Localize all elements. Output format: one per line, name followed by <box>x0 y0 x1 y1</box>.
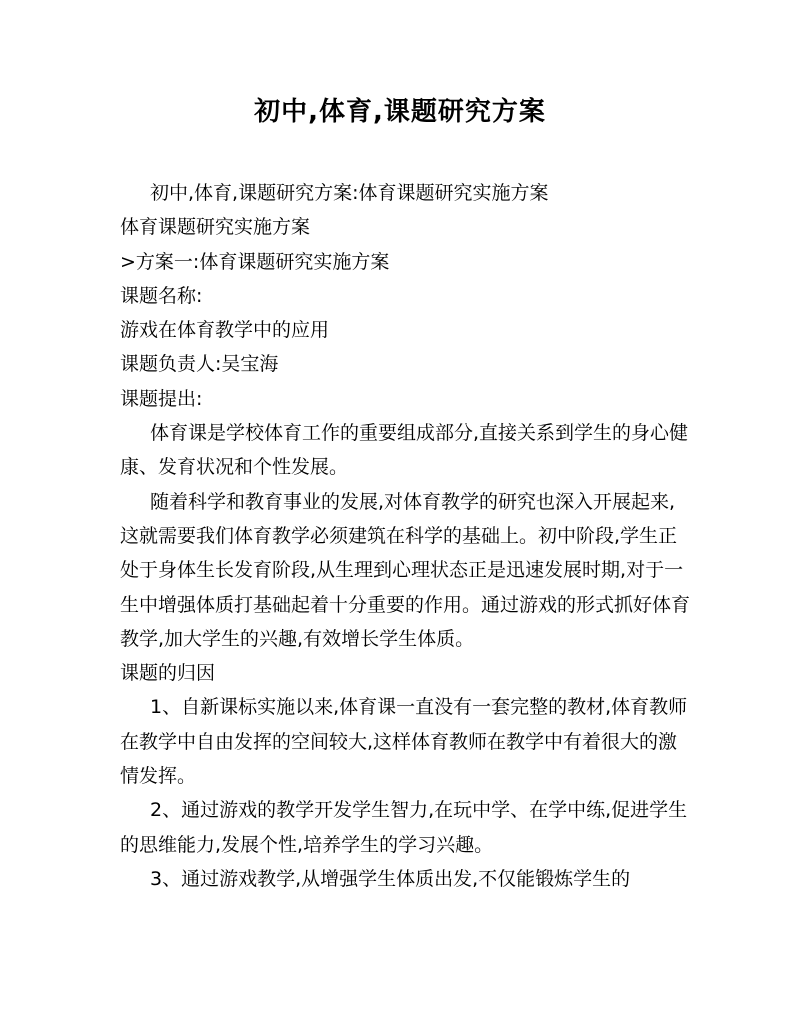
paragraph-attribution-3: 3、通过游戏教学,从增强学生体质出发,不仅能锻炼学生的 <box>150 867 631 890</box>
paragraph-proposal-1: 体育课是学校体育工作的重要组成部分,直接关系到学生的身心健康、发育状况和个性发展。 <box>120 422 689 479</box>
paragraph-heading: 体育课题研究实施方案 <box>120 216 311 239</box>
paragraph-intro: 初中,体育,课题研究方案:体育课题研究实施方案 <box>150 182 549 204</box>
document-title: 初中,体育,课题研究方案 <box>254 97 546 127</box>
paragraph-plan-one: >方案一:体育课题研究实施方案 <box>120 250 390 273</box>
paragraph-leader: 课题负责人:吴宝海 <box>120 353 279 376</box>
paragraph-attribution-label: 课题的归因 <box>120 662 216 685</box>
document-body <box>120 176 690 896</box>
paragraph-proposal-label: 课题提出: <box>120 387 203 410</box>
paragraph-attribution-1: 1、自新课标实施以来,体育课一直没有一套完整的教材,体育教师在教学中自由发挥的空间较大,这样体育教师在教学中有着很大的激情发挥。 <box>120 696 688 788</box>
paragraph-topic-name-label: 课题名称: <box>120 284 203 307</box>
paragraph-proposal-2: 随着科学和教育事业的发展,对体育教学的研究也深入开展起来,这就需要我们体育教学必须建筑在科学的基础上。初中阶段,学生正处于身体生长发育阶段,从生理到心理状态正是迅速发展时期,对于一生中增强体质打基础起着十分重要的作用。通过游戏的形式抓好体育教学,加大学生的兴趣,有效增长学生体质。 <box>120 490 691 650</box>
paragraph-attribution-2: 2、通过游戏的教学开发学生智力,在玩中学、在学中练,促进学生的思维能力,发展个性,培养学生的学习兴趣。 <box>120 799 688 856</box>
paragraph-topic-name: 游戏在体育教学中的应用 <box>120 319 330 342</box>
